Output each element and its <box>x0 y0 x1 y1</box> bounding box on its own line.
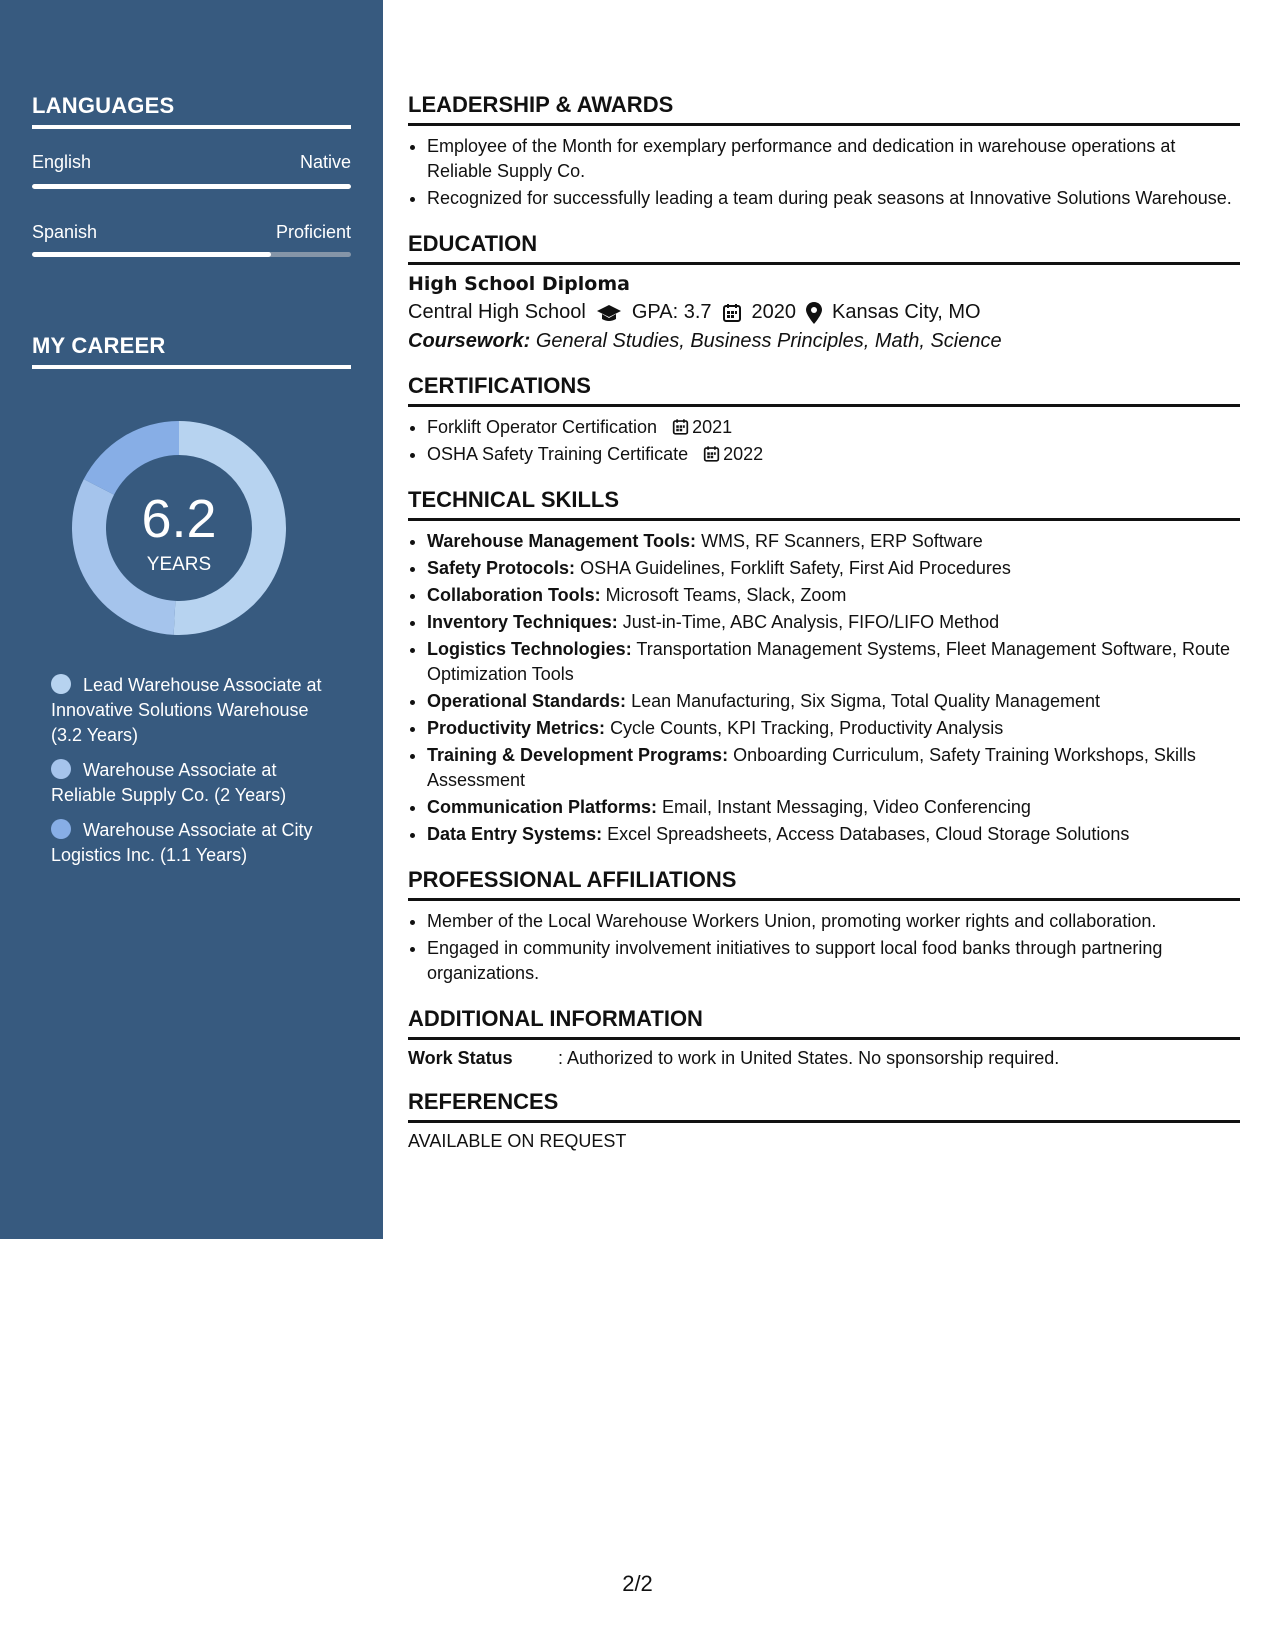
skill-label: Safety Protocols: <box>427 558 576 578</box>
degree-title: High School Diploma <box>408 273 630 295</box>
career-role-label: Lead Warehouse Associate at Innovative Solutions Warehouse (3.2 Years) <box>51 675 322 745</box>
legend-dot-icon <box>51 759 71 779</box>
certification-date <box>693 444 763 464</box>
calendar-icon <box>722 303 742 323</box>
skill-label: Data Entry Systems: <box>427 824 603 844</box>
certifications-title: CERTIFICATIONS <box>408 373 1240 407</box>
list-item <box>427 743 1240 793</box>
career-role-label: Warehouse Associate at City Logistics Inc. (1.1 Years) <box>51 820 313 865</box>
career-title: MY CAREER <box>32 333 351 369</box>
graduation-cap-icon <box>596 303 622 323</box>
skill-label: Collaboration Tools: <box>427 585 601 605</box>
graduation-year: 2020 <box>751 301 797 323</box>
career-donut-chart <box>66 415 292 641</box>
certification-name: Forklift Operator Certification <box>427 417 658 437</box>
language-name: Spanish <box>32 222 98 242</box>
career-role-label: Warehouse Associate at Reliable Supply Co. (2 Years) <box>51 760 287 805</box>
list-item <box>427 795 1240 820</box>
work-status-value: : Authorized to work in United States. No sponsorship required. <box>558 1048 1060 1068</box>
list-item <box>427 637 1240 687</box>
career-total-value: 6.2 <box>141 489 217 549</box>
leadership-title: LEADERSHIP & AWARDS <box>408 92 1240 126</box>
skill-label: Warehouse Management Tools: <box>427 531 697 551</box>
affiliations-title: PROFESSIONAL AFFILIATIONS <box>408 867 1240 901</box>
skill-value: Email, Instant Messaging, Video Conferencing <box>662 797 1031 817</box>
gpa: GPA: 3.7 <box>631 301 712 323</box>
sidebar <box>0 0 383 1239</box>
career-role <box>51 758 341 808</box>
language-english <box>32 152 351 173</box>
skill-value: Onboarding Curriculum, Safety Training Workshops, Skills Assessment <box>427 745 1196 790</box>
education-title: EDUCATION <box>408 231 1240 265</box>
career-total-unit: YEARS <box>146 554 212 575</box>
affiliations-list <box>408 909 1240 986</box>
page-number: 2/2 <box>622 1571 653 1596</box>
donut-slice-3 <box>84 421 179 495</box>
references-text: AVAILABLE ON REQUEST <box>408 1131 627 1151</box>
skill-value: WMS, RF Scanners, ERP Software <box>701 531 983 551</box>
skill-value: OSHA Guidelines, Forklift Safety, First Aid Procedures <box>580 558 1011 578</box>
additional-info-title: ADDITIONAL INFORMATION <box>408 1006 1240 1040</box>
coursework-label: Coursework: <box>408 330 531 352</box>
language-spanish <box>32 222 351 243</box>
list-item <box>427 689 1240 714</box>
skills-title: TECHNICAL SKILLS <box>408 487 1240 521</box>
skill-label: Productivity Metrics: <box>427 718 606 738</box>
list-item <box>427 716 1240 741</box>
skill-value: Excel Spreadsheets, Access Databases, Cloud Storage Solutions <box>607 824 1130 844</box>
skill-label: Training & Development Programs: <box>427 745 729 765</box>
legend-dot-icon <box>51 819 71 839</box>
list-item <box>427 822 1240 847</box>
list-item <box>427 583 1240 608</box>
career-role <box>51 673 341 748</box>
list-item: • Employee of the Month for exemplary performance and dedication in warehouse operations at Reliable Supply Co. <box>427 134 1240 184</box>
language-bar-fill <box>32 252 271 257</box>
leadership-list <box>408 134 1240 211</box>
legend-dot-icon <box>51 674 71 694</box>
work-status-row <box>408 1048 1240 1069</box>
skill-value: Cycle Counts, KPI Tracking, Productivity Analysis <box>610 718 1004 738</box>
certification-name: OSHA Safety Training Certificate <box>427 444 689 464</box>
list-item <box>427 529 1240 554</box>
skills-list <box>408 529 1240 847</box>
certification-year: 2022 <box>723 444 764 464</box>
certifications-list <box>408 415 1240 467</box>
skill-value: Transportation Management Systems, Fleet Management Software, Route Optimization Tools <box>427 639 1231 684</box>
language-bar-english <box>32 184 351 189</box>
coursework <box>408 330 1240 353</box>
language-level: Native <box>299 152 351 172</box>
education-details <box>408 301 1240 324</box>
main-content <box>408 92 1240 1152</box>
list-item: • Engaged in community involvement initiatives to support local food banks through partnering organizations. <box>427 936 1240 986</box>
language-level: Proficient <box>275 222 351 242</box>
work-status-label: Work Status <box>408 1048 513 1068</box>
certification-date <box>662 417 732 437</box>
language-bar-fill <box>32 184 351 189</box>
skill-value: Just-in-Time, ABC Analysis, FIFO/LIFO Method <box>622 612 1000 632</box>
list-item <box>427 556 1240 581</box>
coursework-list: General Studies, Business Principles, Math, Science <box>535 330 1002 352</box>
career-legend <box>51 673 341 878</box>
language-bar-spanish <box>32 252 351 257</box>
career-role <box>51 818 341 868</box>
list-item: • Recognized for successfully leading a team during peak seasons at Innovative Solutions Warehouse. <box>427 186 1240 211</box>
list-item <box>427 442 1240 467</box>
calendar-icon <box>672 418 689 436</box>
references-title: REFERENCES <box>408 1089 1240 1123</box>
certification-year: 2021 <box>692 417 733 437</box>
calendar-icon <box>703 445 720 463</box>
skill-label: Operational Standards: <box>427 691 627 711</box>
skill-value: Lean Manufacturing, Six Sigma, Total Quality Management <box>631 691 1100 711</box>
location-pin-icon <box>806 302 822 324</box>
skill-label: Logistics Technologies: <box>427 639 632 659</box>
skill-label: Inventory Techniques: <box>427 612 618 632</box>
list-item <box>427 415 1240 440</box>
languages-title: LANGUAGES <box>32 93 351 129</box>
skill-value: Microsoft Teams, Slack, Zoom <box>605 585 847 605</box>
list-item: • Member of the Local Warehouse Workers Union, promoting worker rights and collaboration. <box>427 909 1240 934</box>
skill-label: Communication Platforms: <box>427 797 658 817</box>
school-name: Central High School <box>408 301 586 323</box>
school-location: Kansas City, MO <box>832 301 981 323</box>
list-item <box>427 610 1240 635</box>
language-name: English <box>32 152 92 172</box>
